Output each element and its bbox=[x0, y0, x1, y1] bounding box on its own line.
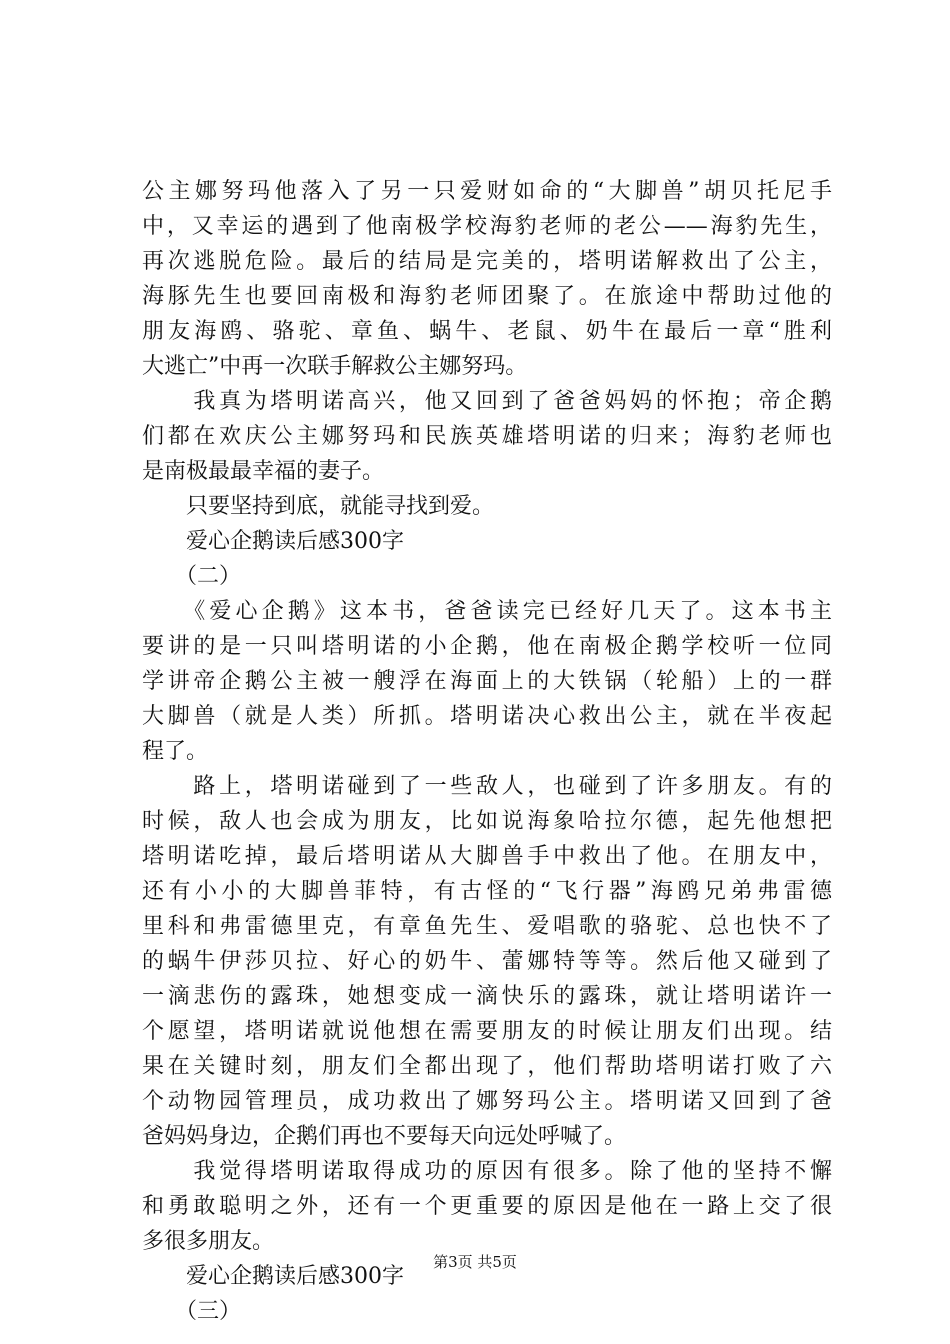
text-line: 爸妈妈身边，企鹅们再也不要每天向远处呼喊了。 bbox=[142, 1124, 627, 1149]
text-line: 《爱心企鹅》这本书，爸爸读完已经好几天了。这本书主 bbox=[142, 599, 832, 624]
text-line: 果在关键时刻，朋友们全都出现了，他们帮助塔明诺打败了六 bbox=[142, 1054, 832, 1079]
text-line: 多很多朋友。 bbox=[142, 1229, 275, 1254]
text-line: 朋友海鸥、骆驼、章鱼、蜗牛、老鼠、奶牛在最后一章“胜利 bbox=[142, 319, 832, 344]
text-line: 再次逃脱危险。最后的结局是完美的，塔明诺解救出了公主， bbox=[142, 249, 832, 274]
text-line: 大逃亡”中再一次联手解救公主娜努玛。 bbox=[142, 354, 528, 379]
text-line: 一滴悲伤的露珠，她想变成一滴快乐的露珠，就让塔明诺许一 bbox=[142, 984, 832, 1009]
text-line: 我真为塔明诺高兴，他又回到了爸爸妈妈的怀抱；帝企鹅 bbox=[142, 389, 832, 414]
text-line: 们都在欢庆公主娜努玛和民族英雄塔明诺的归来；海豹老师也 bbox=[142, 424, 832, 449]
text-line: 是南极最最幸福的妻子。 bbox=[142, 459, 385, 484]
text-line: （二） bbox=[142, 564, 242, 589]
text-line: 爱心企鹅读后感300字 bbox=[142, 529, 404, 554]
text-line: 我觉得塔明诺取得成功的原因有很多。除了他的坚持不懈 bbox=[142, 1159, 832, 1184]
text-line: 海豚先生也要回南极和海豹老师团聚了。在旅途中帮助过他的 bbox=[142, 284, 832, 309]
text-line: （三） bbox=[142, 1299, 242, 1324]
text-line: 要讲的是一只叫塔明诺的小企鹅，他在南极企鹅学校听一位同 bbox=[142, 634, 832, 659]
text-line: 学讲帝企鹅公主被一艘浮在海面上的大铁锅（轮船）上的一群 bbox=[142, 669, 832, 694]
document-body bbox=[142, 174, 832, 1329]
text-line: 时候，敌人也会成为朋友，比如说海象哈拉尔德，起先他想把 bbox=[142, 809, 832, 834]
text-line: 路上，塔明诺碰到了一些敌人，也碰到了许多朋友。有的 bbox=[142, 774, 832, 799]
text-line: 个愿望，塔明诺就说他想在需要朋友的时候让朋友们出现。结 bbox=[142, 1019, 832, 1044]
text-line: 还有小小的大脚兽菲特，有古怪的“飞行器”海鸥兄弟弗雷德 bbox=[142, 879, 832, 904]
text-line: 只要坚持到底，就能寻找到爱。 bbox=[142, 494, 495, 519]
text-line: 和勇敢聪明之外，还有一个更重要的原因是他在一路上交了很 bbox=[142, 1194, 832, 1219]
text-line: 中，又幸运的遇到了他南极学校海豹老师的老公——海豹先生， bbox=[142, 214, 832, 239]
text-line: 个动物园管理员，成功救出了娜努玛公主。塔明诺又回到了爸 bbox=[142, 1089, 832, 1114]
text-line: 里科和弗雷德里克，有章鱼先生、爱唱歌的骆驼、总也快不了 bbox=[142, 914, 832, 939]
text-line: 的蜗牛伊莎贝拉、好心的奶牛、蕾娜特等等。然后他又碰到了 bbox=[142, 949, 832, 974]
text-line: 爱心企鹅读后感300字 bbox=[142, 1264, 404, 1289]
text-line: 公主娜努玛他落入了另一只爱财如命的“大脚兽”胡贝托尼手 bbox=[142, 179, 832, 204]
text-line: 程了。 bbox=[142, 739, 209, 764]
page-footer: 第3页 共5页 bbox=[433, 1253, 517, 1271]
text-line: 大脚兽（就是人类）所抓。塔明诺决心救出公主，就在半夜起 bbox=[142, 704, 832, 729]
text-line: 塔明诺吃掉，最后塔明诺从大脚兽手中救出了他。在朋友中， bbox=[142, 844, 832, 869]
